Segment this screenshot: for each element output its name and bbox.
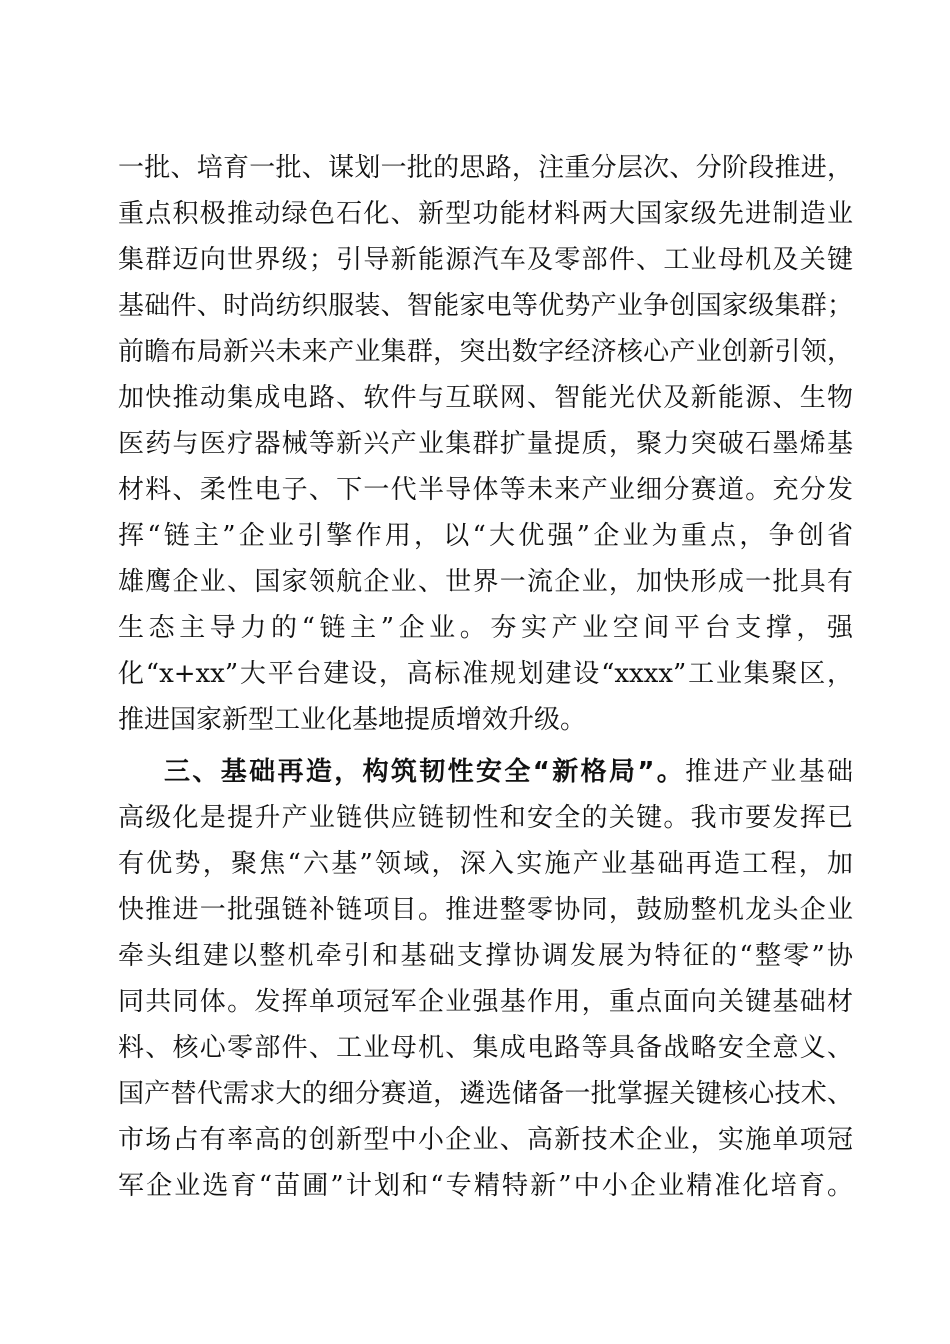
body-text-line: 集群迈向世界级；引导新能源汽车及零部件、工业母机及关键 xyxy=(118,245,853,275)
body-text-line: 材料、柔性电子、下一代半导体等未来产业细分赛道。充分发 xyxy=(118,475,853,505)
body-text-line: 前瞻布局新兴未来产业集群，突出数字经济核心产业创新引领， xyxy=(118,337,853,367)
body-text-line: 同共同体。发挥单项冠军企业强基作用，重点面向关键基础材 xyxy=(118,987,853,1017)
section-heading-continuation: 推进产业基础 xyxy=(685,757,853,787)
body-text-line: 有优势，聚焦“六基”领域，深入实施产业基础再造工程，加 xyxy=(118,849,853,879)
body-text-line: 一批、培育一批、谋划一批的思路，注重分层次、分阶段推进， xyxy=(118,153,853,183)
body-text-line: 化“x+xx”大平台建设，高标准规划建设“xxxx”工业集聚区， xyxy=(118,659,853,689)
body-text-line: 挥“链主”企业引擎作用，以“大优强”企业为重点，争创省 xyxy=(118,521,853,551)
body-text-line: 军企业选育“苗圃”计划和“专精特新”中小企业精准化培育。 xyxy=(118,1171,853,1201)
body-text-line: 高级化是提升产业链供应链韧性和安全的关键。我市要发挥已 xyxy=(118,803,853,833)
body-text-line: 推进国家新型工业化基地提质增效升级。 xyxy=(118,705,587,735)
body-text-line: 雄鹰企业、国家领航企业、世界一流企业，加快形成一批具有 xyxy=(118,567,853,597)
body-text-line: 国产替代需求大的细分赛道，遴选储备一批掌握关键核心技术、 xyxy=(118,1079,853,1109)
body-text-line: 基础件、时尚纺织服装、智能家电等优势产业争创国家级集群； xyxy=(118,291,853,321)
body-text-line: 牵头组建以整机牵引和基础支撑协调发展为特征的“整零”协 xyxy=(118,941,853,971)
body-text-line: 医药与医疗器械等新兴产业集群扩量提质，聚力突破石墨烯基 xyxy=(118,429,853,459)
section-heading: 三、基础再造，构筑韧性安全“新格局”。 xyxy=(164,757,686,787)
body-text-line: 加快推动集成电路、软件与互联网、智能光伏及新能源、生物 xyxy=(118,383,853,413)
body-text-line: 生态主导力的“链主”企业。夯实产业空间平台支撑，强 xyxy=(118,613,853,643)
body-text-line: 重点积极推动绿色石化、新型功能材料两大国家级先进制造业 xyxy=(118,199,853,229)
section-heading-line xyxy=(164,752,853,792)
body-text-line: 市场占有率高的创新型中小企业、高新技术企业，实施单项冠 xyxy=(118,1125,853,1155)
body-text-line: 快推进一批强链补链项目。推进整零协同，鼓励整机龙头企业 xyxy=(118,895,853,925)
body-text-line: 料、核心零部件、工业母机、集成电路等具备战略安全意义、 xyxy=(118,1033,853,1063)
